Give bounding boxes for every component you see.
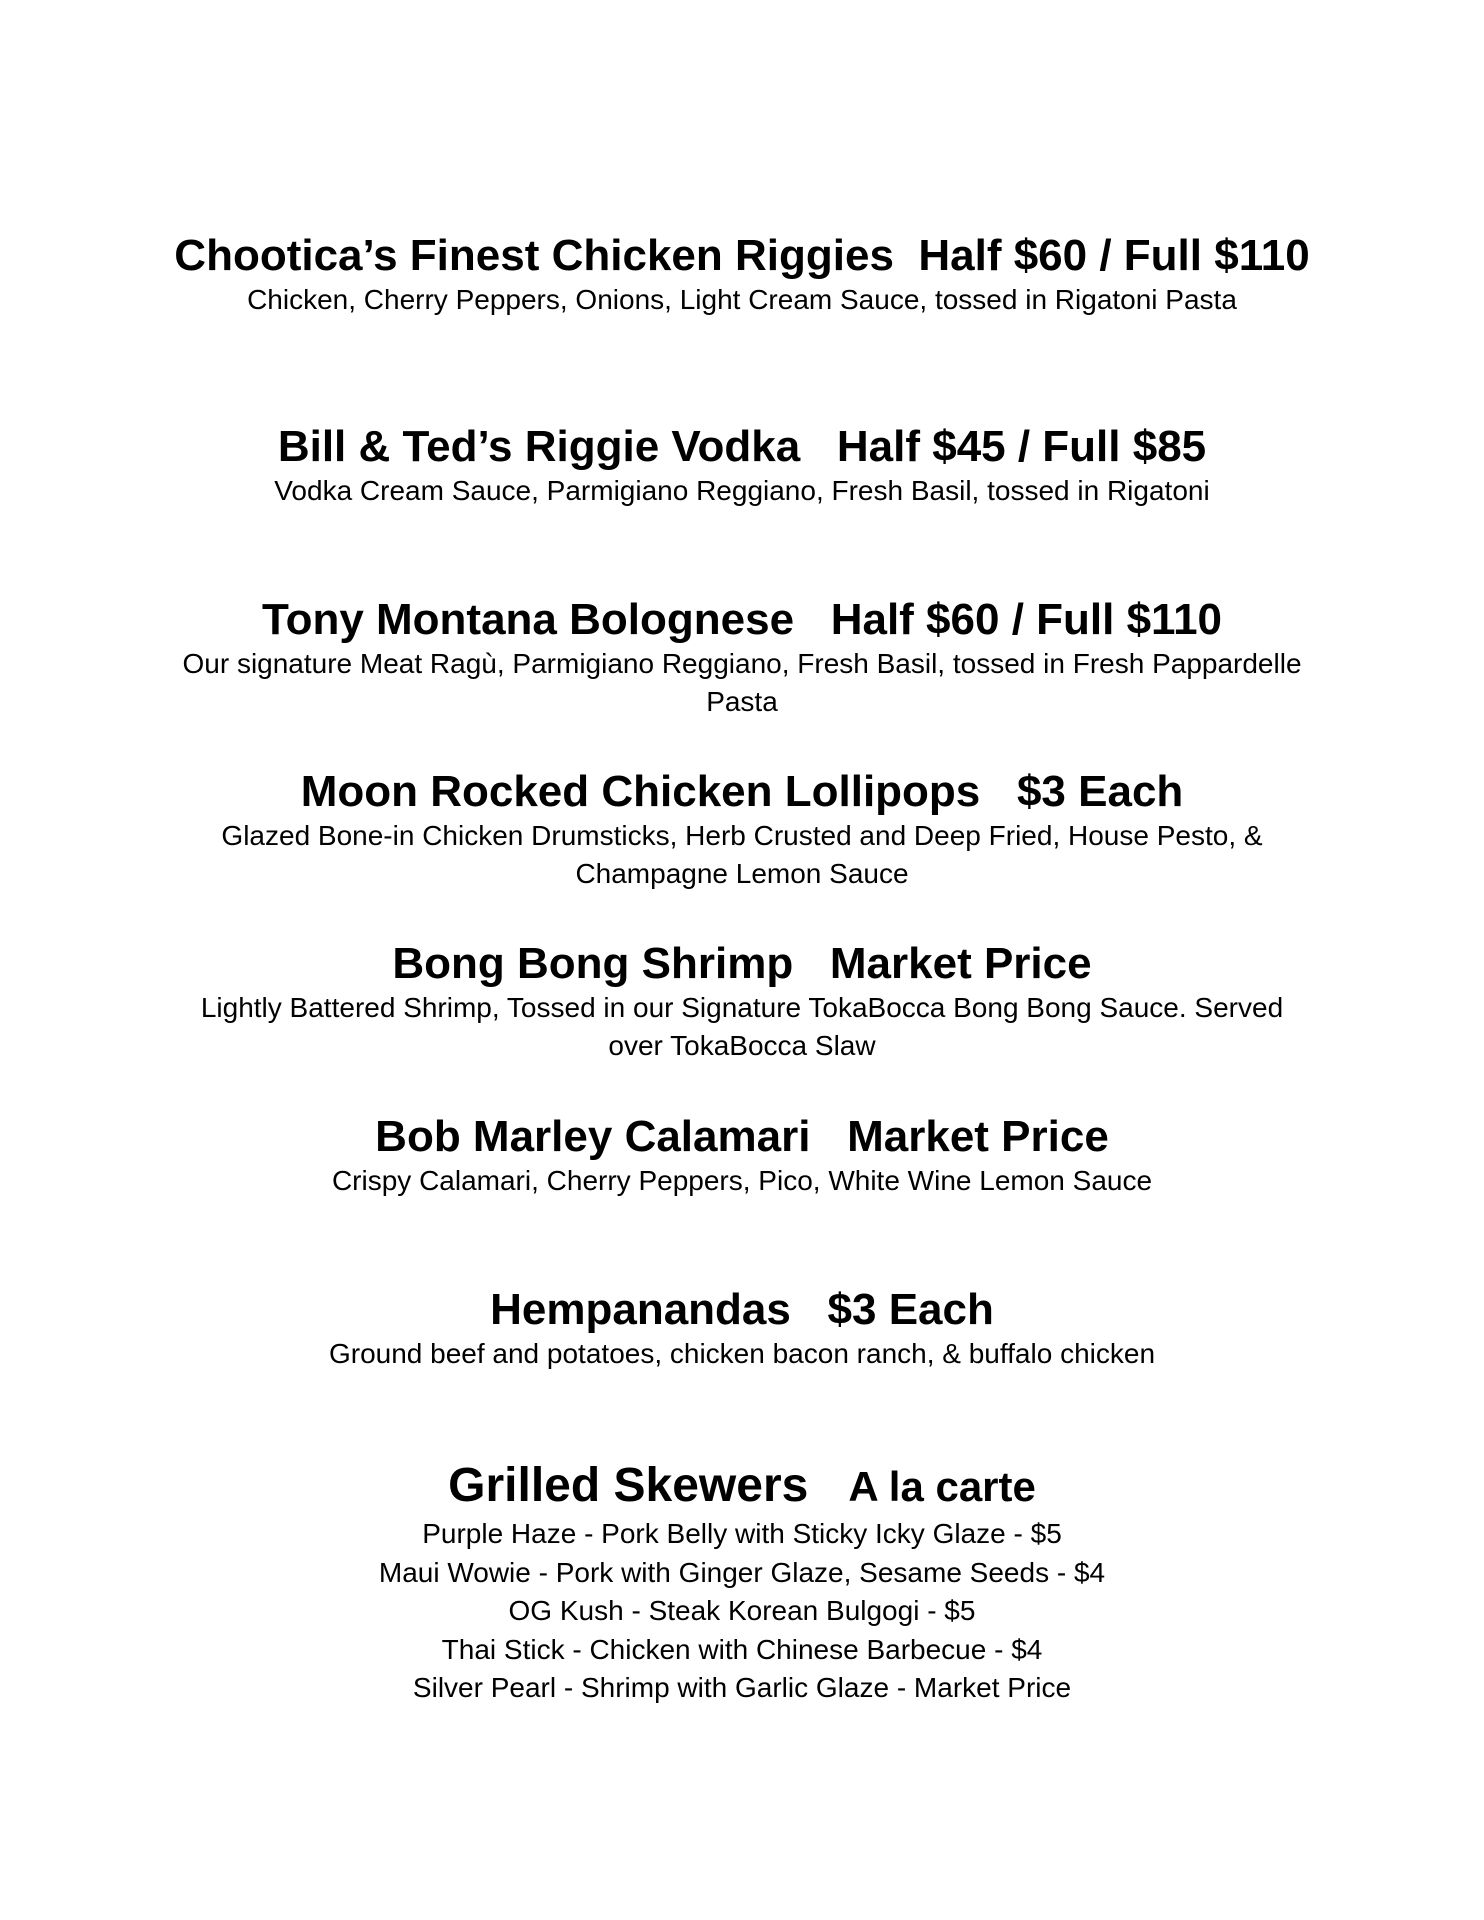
skewer-list [0, 1515, 1484, 1708]
skewer-item: Maui Wowie - Pork with Ginger Glaze, Sesame Seeds - $4 [378, 1556, 1106, 1588]
skewer-item: OG Kush - Steak Korean Bulgogi - $5 [508, 1595, 976, 1626]
skewers-price: A la carte [848, 1463, 1036, 1510]
menu-item-description: Our signature Meat Ragù, Parmigiano Reggiano, Fresh Basil, tossed in Fresh Pappardelle Pasta [182, 648, 1302, 717]
menu-item-description: Chicken, Cherry Peppers, Onions, Light Cream Sauce, tossed in Rigatoni Pasta [247, 284, 1237, 315]
menu-item-bong-bong-shrimp [0, 939, 1484, 1065]
menu-item-description: Glazed Bone-in Chicken Drumsticks, Herb Crusted and Deep Fried, House Pesto, & Champagne Lemon Sauce [221, 820, 1263, 889]
skewer-item: Purple Haze - Pork Belly with Sticky Icky Glaze - $5 [422, 1518, 1062, 1549]
menu-item-title: Bob Marley Calamari Market Price [375, 1112, 1109, 1161]
menu-item-description: Crispy Calamari, Cherry Peppers, Pico, White Wine Lemon Sauce [331, 1165, 1153, 1196]
menu-item-title: Bong Bong Shrimp Market Price [392, 939, 1092, 988]
menu-item-title: Tony Montana Bolognese Half $60 / Full $110 [261, 595, 1223, 644]
menu-item-description: Ground beef and potatoes, chicken bacon ranch, & buffalo chicken [328, 1338, 1156, 1369]
menu-item-bolognese [0, 595, 1484, 721]
menu-item-hempanandas [0, 1285, 1484, 1373]
menu-item-title: Moon Rocked Chicken Lollipops $3 Each [300, 767, 1184, 816]
menu-item-description: Vodka Cream Sauce, Parmigiano Reggiano, Fresh Basil, tossed in Rigatoni [274, 475, 1210, 506]
menu-item-chicken-lollipops [0, 767, 1484, 893]
menu-item-calamari [0, 1112, 1484, 1200]
menu-item-riggie-vodka [0, 422, 1484, 510]
menu-item-title: Chootica’s Finest Chicken Riggies Half $60 / Full $110 [174, 231, 1310, 280]
skewer-item: Silver Pearl - Shrimp with Garlic Glaze - Market Price [412, 1672, 1072, 1703]
skewers-name: Grilled Skewers [448, 1459, 809, 1512]
skewers-heading [0, 1458, 1484, 1515]
menu-item-title: Hempanandas $3 Each [490, 1285, 994, 1334]
menu-item-title: Bill & Ted’s Riggie Vodka Half $45 / Full $85 [277, 422, 1207, 471]
menu-section-grilled-skewers [0, 1458, 1484, 1708]
menu-item-chicken-riggies [0, 231, 1484, 319]
skewer-item: Thai Stick - Chicken with Chinese Barbecue - $4 [441, 1633, 1043, 1665]
menu-item-description: Lightly Battered Shrimp, Tossed in our Signature TokaBocca Bong Bong Sauce. Served over TokaBocca Slaw [200, 992, 1284, 1061]
